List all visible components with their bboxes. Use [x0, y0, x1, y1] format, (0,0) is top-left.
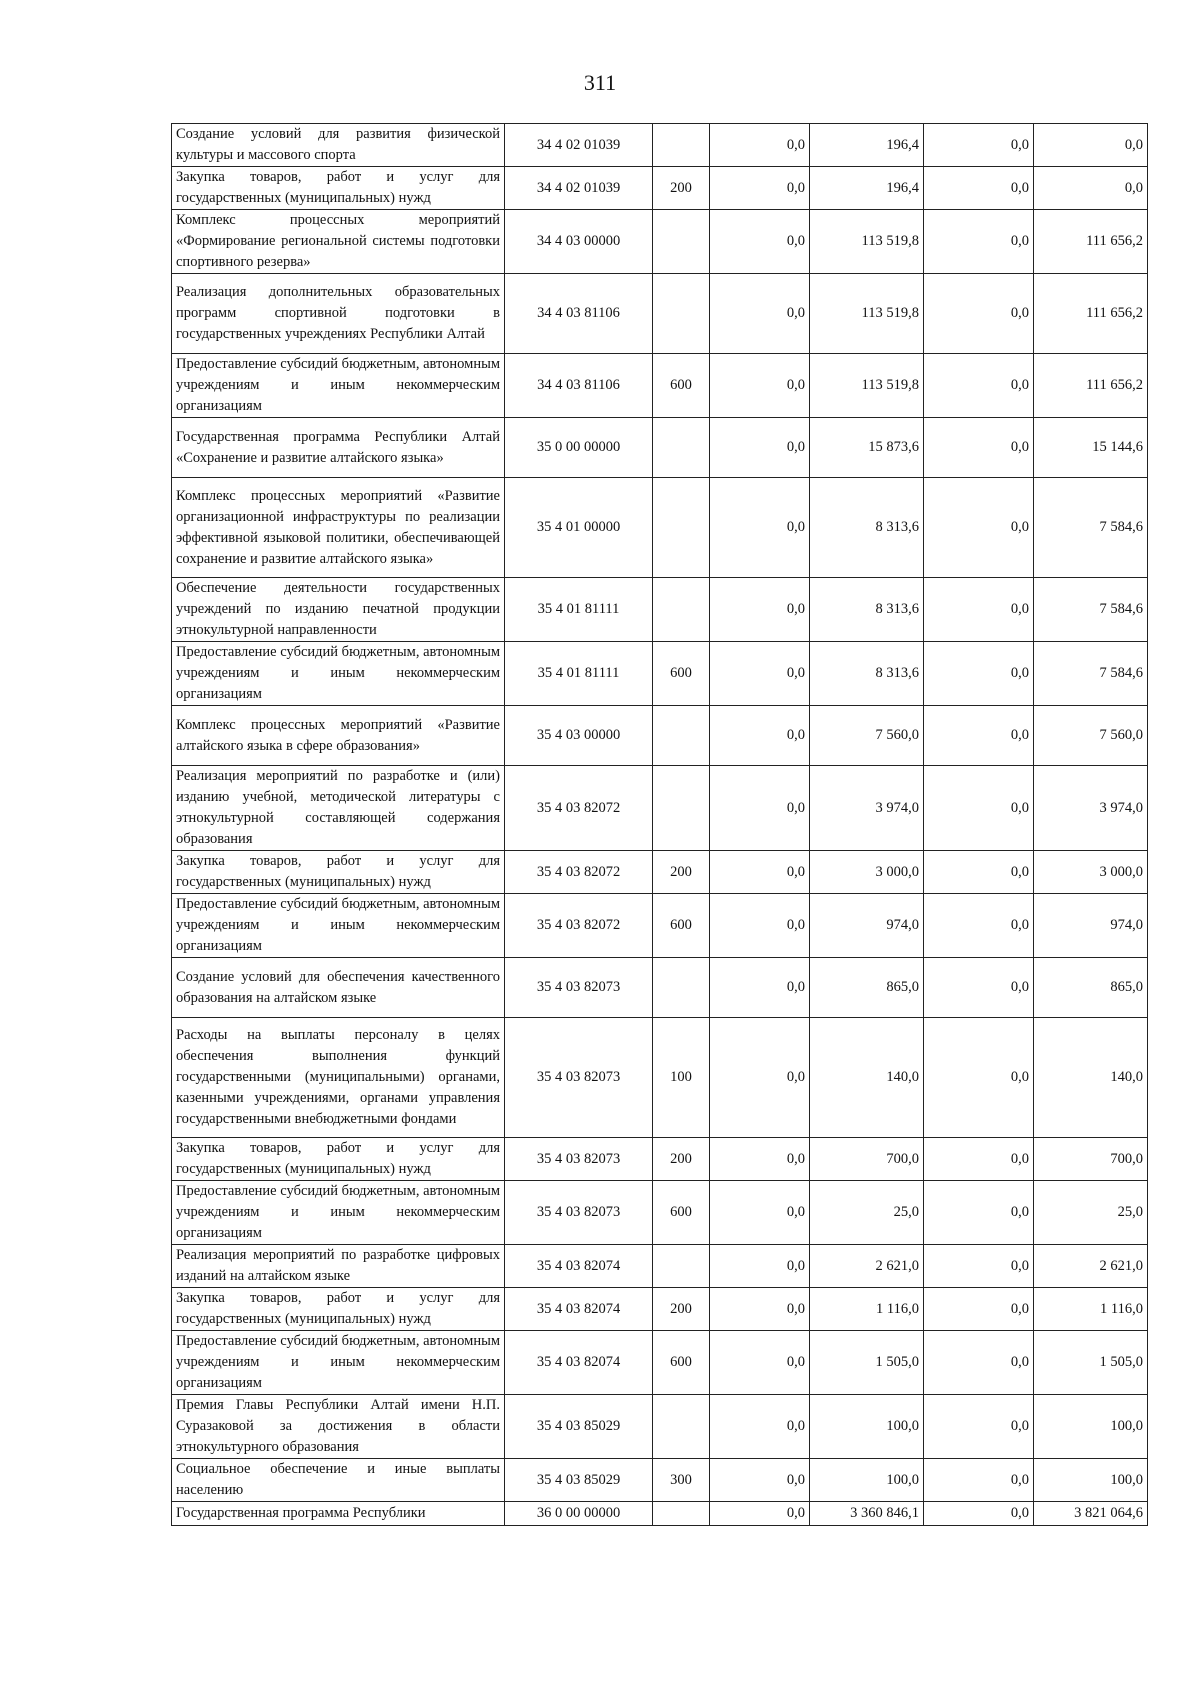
- amount-cell-2: 113 519,8: [810, 274, 924, 354]
- amount-cell-1: 0,0: [710, 1331, 810, 1395]
- expense-type-code-cell: [653, 1245, 710, 1288]
- amount-cell-4: 140,0: [1034, 1018, 1148, 1138]
- row-name-cell: Реализация дополнительных образовательных программ спортивной подготовки в государственных учреждениях Республики Алтай: [172, 274, 505, 354]
- target-article-code-cell: 34 4 02 01039: [505, 167, 653, 210]
- table-row: [172, 274, 1148, 354]
- amount-cell-2: 974,0: [810, 894, 924, 958]
- amount-cell-1: 0,0: [710, 1395, 810, 1459]
- amount-cell-1: 0,0: [710, 1502, 810, 1526]
- amount-cell-1: 0,0: [710, 1288, 810, 1331]
- amount-cell-1: 0,0: [710, 1018, 810, 1138]
- expense-type-code-cell: 300: [653, 1459, 710, 1502]
- row-name-cell: Комплекс процессных мероприятий «Формирование региональной системы подготовки спортивного резерва»: [172, 210, 505, 274]
- target-article-code-cell: 35 4 03 82073: [505, 1018, 653, 1138]
- amount-cell-2: 25,0: [810, 1181, 924, 1245]
- amount-cell-2: 3 000,0: [810, 851, 924, 894]
- table-row: [172, 210, 1148, 274]
- amount-cell-2: 1 505,0: [810, 1331, 924, 1395]
- row-name-cell: Закупка товаров, работ и услуг для государственных (муниципальных) нужд: [172, 167, 505, 210]
- row-name-cell: Создание условий для обеспечения качественного образования на алтайском языке: [172, 958, 505, 1018]
- amount-cell-3: 0,0: [924, 1502, 1034, 1526]
- row-name-cell: Комплекс процессных мероприятий «Развитие алтайского языка в сфере образования»: [172, 706, 505, 766]
- expense-type-code-cell: 600: [653, 354, 710, 418]
- target-article-code-cell: 35 4 01 81111: [505, 642, 653, 706]
- target-article-code-cell: 35 4 03 82073: [505, 1138, 653, 1181]
- table-row: [172, 354, 1148, 418]
- amount-cell-4: 7 584,6: [1034, 642, 1148, 706]
- row-name-cell: Создание условий для развития физической культуры и массового спорта: [172, 124, 505, 167]
- amount-cell-3: 0,0: [924, 766, 1034, 851]
- amount-cell-3: 0,0: [924, 124, 1034, 167]
- amount-cell-2: 7 560,0: [810, 706, 924, 766]
- target-article-code-cell: 35 4 03 82072: [505, 851, 653, 894]
- amount-cell-4: 0,0: [1034, 124, 1148, 167]
- table-row: [172, 851, 1148, 894]
- row-name-cell: Предоставление субсидий бюджетным, автономным учреждениям и иным некоммерческим организациям: [172, 1181, 505, 1245]
- table-row: [172, 124, 1148, 167]
- amount-cell-4: 100,0: [1034, 1459, 1148, 1502]
- amount-cell-4: 3 974,0: [1034, 766, 1148, 851]
- table-row: [172, 1181, 1148, 1245]
- target-article-code-cell: 35 4 03 82072: [505, 894, 653, 958]
- amount-cell-3: 0,0: [924, 1181, 1034, 1245]
- amount-cell-3: 0,0: [924, 167, 1034, 210]
- amount-cell-2: 700,0: [810, 1138, 924, 1181]
- target-article-code-cell: 34 4 02 01039: [505, 124, 653, 167]
- target-article-code-cell: 35 4 01 81111: [505, 578, 653, 642]
- row-name-cell: Закупка товаров, работ и услуг для государственных (муниципальных) нужд: [172, 851, 505, 894]
- amount-cell-3: 0,0: [924, 1288, 1034, 1331]
- amount-cell-2: 113 519,8: [810, 354, 924, 418]
- amount-cell-3: 0,0: [924, 958, 1034, 1018]
- target-article-code-cell: 35 4 03 82074: [505, 1331, 653, 1395]
- amount-cell-2: 865,0: [810, 958, 924, 1018]
- amount-cell-4: 2 621,0: [1034, 1245, 1148, 1288]
- expense-type-code-cell: 600: [653, 1331, 710, 1395]
- amount-cell-2: 8 313,6: [810, 578, 924, 642]
- amount-cell-3: 0,0: [924, 210, 1034, 274]
- expense-type-code-cell: [653, 210, 710, 274]
- table-row: [172, 894, 1148, 958]
- amount-cell-4: 25,0: [1034, 1181, 1148, 1245]
- target-article-code-cell: 35 4 03 82072: [505, 766, 653, 851]
- amount-cell-2: 8 313,6: [810, 642, 924, 706]
- amount-cell-3: 0,0: [924, 274, 1034, 354]
- amount-cell-2: 8 313,6: [810, 478, 924, 578]
- table-row: [172, 1288, 1148, 1331]
- amount-cell-2: 15 873,6: [810, 418, 924, 478]
- expense-type-code-cell: [653, 1395, 710, 1459]
- target-article-code-cell: 35 4 03 82074: [505, 1245, 653, 1288]
- table-row: [172, 706, 1148, 766]
- amount-cell-1: 0,0: [710, 1245, 810, 1288]
- amount-cell-1: 0,0: [710, 894, 810, 958]
- table-row: [172, 167, 1148, 210]
- target-article-code-cell: 35 4 03 00000: [505, 706, 653, 766]
- amount-cell-4: 3 000,0: [1034, 851, 1148, 894]
- amount-cell-2: 140,0: [810, 1018, 924, 1138]
- target-article-code-cell: 35 4 03 85029: [505, 1459, 653, 1502]
- row-name-cell: Государственная программа Республики Алтай «Сохранение и развитие алтайского языка»: [172, 418, 505, 478]
- amount-cell-4: 111 656,2: [1034, 274, 1148, 354]
- amount-cell-1: 0,0: [710, 478, 810, 578]
- amount-cell-4: 100,0: [1034, 1395, 1148, 1459]
- expense-type-code-cell: [653, 274, 710, 354]
- amount-cell-4: 865,0: [1034, 958, 1148, 1018]
- amount-cell-4: 111 656,2: [1034, 210, 1148, 274]
- amount-cell-1: 0,0: [710, 1459, 810, 1502]
- table-row: [172, 766, 1148, 851]
- target-article-code-cell: 34 4 03 81106: [505, 354, 653, 418]
- expense-type-code-cell: [653, 1502, 710, 1526]
- amount-cell-3: 0,0: [924, 1245, 1034, 1288]
- amount-cell-3: 0,0: [924, 578, 1034, 642]
- amount-cell-3: 0,0: [924, 354, 1034, 418]
- row-name-cell: Закупка товаров, работ и услуг для государственных (муниципальных) нужд: [172, 1288, 505, 1331]
- amount-cell-4: 7 560,0: [1034, 706, 1148, 766]
- amount-cell-4: 0,0: [1034, 167, 1148, 210]
- amount-cell-2: 196,4: [810, 167, 924, 210]
- row-name-cell: Предоставление субсидий бюджетным, автономным учреждениям и иным некоммерческим организациям: [172, 354, 505, 418]
- target-article-code-cell: 34 4 03 81106: [505, 274, 653, 354]
- amount-cell-2: 1 116,0: [810, 1288, 924, 1331]
- amount-cell-3: 0,0: [924, 1459, 1034, 1502]
- target-article-code-cell: 35 0 00 00000: [505, 418, 653, 478]
- amount-cell-3: 0,0: [924, 894, 1034, 958]
- amount-cell-1: 0,0: [710, 706, 810, 766]
- table-body: [172, 124, 1148, 1526]
- amount-cell-1: 0,0: [710, 210, 810, 274]
- table-row: [172, 418, 1148, 478]
- amount-cell-4: 3 821 064,6: [1034, 1502, 1148, 1526]
- amount-cell-2: 100,0: [810, 1395, 924, 1459]
- row-name-cell: Государственная программа Республики: [172, 1502, 505, 1526]
- amount-cell-3: 0,0: [924, 1331, 1034, 1395]
- amount-cell-4: 1 116,0: [1034, 1288, 1148, 1331]
- amount-cell-3: 0,0: [924, 478, 1034, 578]
- amount-cell-4: 7 584,6: [1034, 578, 1148, 642]
- amount-cell-1: 0,0: [710, 167, 810, 210]
- amount-cell-1: 0,0: [710, 354, 810, 418]
- amount-cell-2: 3 974,0: [810, 766, 924, 851]
- table-row: [172, 478, 1148, 578]
- expense-type-code-cell: [653, 124, 710, 167]
- amount-cell-3: 0,0: [924, 1138, 1034, 1181]
- amount-cell-3: 0,0: [924, 1395, 1034, 1459]
- table-row: [172, 1245, 1148, 1288]
- expense-type-code-cell: [653, 478, 710, 578]
- target-article-code-cell: 35 4 03 85029: [505, 1395, 653, 1459]
- row-name-cell: Премия Главы Республики Алтай имени Н.П. Суразаковой за достижения в области этнокультурного образования: [172, 1395, 505, 1459]
- amount-cell-3: 0,0: [924, 1018, 1034, 1138]
- target-article-code-cell: 35 4 03 82073: [505, 958, 653, 1018]
- table-row: [172, 1395, 1148, 1459]
- row-name-cell: Обеспечение деятельности государственных учреждений по изданию печатной продукции этнокультурной направленности: [172, 578, 505, 642]
- expense-type-code-cell: 200: [653, 1138, 710, 1181]
- amount-cell-2: 2 621,0: [810, 1245, 924, 1288]
- table-row: [172, 1331, 1148, 1395]
- expense-type-code-cell: [653, 418, 710, 478]
- amount-cell-4: 15 144,6: [1034, 418, 1148, 478]
- table-row: [172, 1459, 1148, 1502]
- amount-cell-4: 1 505,0: [1034, 1331, 1148, 1395]
- row-name-cell: Социальное обеспечение и иные выплаты населению: [172, 1459, 505, 1502]
- amount-cell-4: 111 656,2: [1034, 354, 1148, 418]
- expense-type-code-cell: 100: [653, 1018, 710, 1138]
- expense-type-code-cell: [653, 578, 710, 642]
- page-number: 311: [583, 70, 617, 95]
- amount-cell-3: 0,0: [924, 642, 1034, 706]
- table-row: [172, 958, 1148, 1018]
- row-name-cell: Реализация мероприятий по разработке цифровых изданий на алтайском языке: [172, 1245, 505, 1288]
- table-row: [172, 642, 1148, 706]
- amount-cell-2: 196,4: [810, 124, 924, 167]
- amount-cell-4: 974,0: [1034, 894, 1148, 958]
- row-name-cell: Предоставление субсидий бюджетным, автономным учреждениям и иным некоммерческим организациям: [172, 642, 505, 706]
- amount-cell-1: 0,0: [710, 642, 810, 706]
- amount-cell-2: 100,0: [810, 1459, 924, 1502]
- expense-type-code-cell: [653, 766, 710, 851]
- amount-cell-1: 0,0: [710, 274, 810, 354]
- amount-cell-3: 0,0: [924, 418, 1034, 478]
- target-article-code-cell: 35 4 01 00000: [505, 478, 653, 578]
- expense-type-code-cell: 600: [653, 894, 710, 958]
- budget-table: [171, 123, 1148, 1526]
- amount-cell-3: 0,0: [924, 851, 1034, 894]
- table-row: [172, 1138, 1148, 1181]
- expense-type-code-cell: 200: [653, 1288, 710, 1331]
- amount-cell-2: 113 519,8: [810, 210, 924, 274]
- amount-cell-1: 0,0: [710, 851, 810, 894]
- row-name-cell: Закупка товаров, работ и услуг для государственных (муниципальных) нужд: [172, 1138, 505, 1181]
- target-article-code-cell: 36 0 00 00000: [505, 1502, 653, 1526]
- row-name-cell: Комплекс процессных мероприятий «Развитие организационной инфраструктуры по реализации эффективной языковой политики, обеспечивающей сохранение и развитие алтайского языка»: [172, 478, 505, 578]
- target-article-code-cell: 35 4 03 82073: [505, 1181, 653, 1245]
- expense-type-code-cell: 600: [653, 1181, 710, 1245]
- amount-cell-1: 0,0: [710, 578, 810, 642]
- table-row: [172, 1502, 1148, 1526]
- amount-cell-1: 0,0: [710, 1181, 810, 1245]
- amount-cell-2: 3 360 846,1: [810, 1502, 924, 1526]
- amount-cell-1: 0,0: [710, 766, 810, 851]
- row-name-cell: Расходы на выплаты персоналу в целях обеспечения выполнения функций государственными (муниципальными) органами, казенными учреждениями, органами управления государственными внебюджетными фондами: [172, 1018, 505, 1138]
- amount-cell-1: 0,0: [710, 124, 810, 167]
- table-row: [172, 578, 1148, 642]
- amount-cell-1: 0,0: [710, 1138, 810, 1181]
- row-name-cell: Предоставление субсидий бюджетным, автономным учреждениям и иным некоммерческим организациям: [172, 894, 505, 958]
- row-name-cell: Реализация мероприятий по разработке и (или) изданию учебной, методической литературы с этнокультурной составляющей содержания образования: [172, 766, 505, 851]
- expense-type-code-cell: [653, 958, 710, 1018]
- table-row: [172, 1018, 1148, 1138]
- expense-type-code-cell: [653, 706, 710, 766]
- amount-cell-3: 0,0: [924, 706, 1034, 766]
- target-article-code-cell: 34 4 03 00000: [505, 210, 653, 274]
- target-article-code-cell: 35 4 03 82074: [505, 1288, 653, 1331]
- expense-type-code-cell: 200: [653, 167, 710, 210]
- expense-type-code-cell: 200: [653, 851, 710, 894]
- row-name-cell: Предоставление субсидий бюджетным, автономным учреждениям и иным некоммерческим организациям: [172, 1331, 505, 1395]
- amount-cell-4: 7 584,6: [1034, 478, 1148, 578]
- amount-cell-1: 0,0: [710, 958, 810, 1018]
- amount-cell-4: 700,0: [1034, 1138, 1148, 1181]
- amount-cell-1: 0,0: [710, 418, 810, 478]
- expense-type-code-cell: 600: [653, 642, 710, 706]
